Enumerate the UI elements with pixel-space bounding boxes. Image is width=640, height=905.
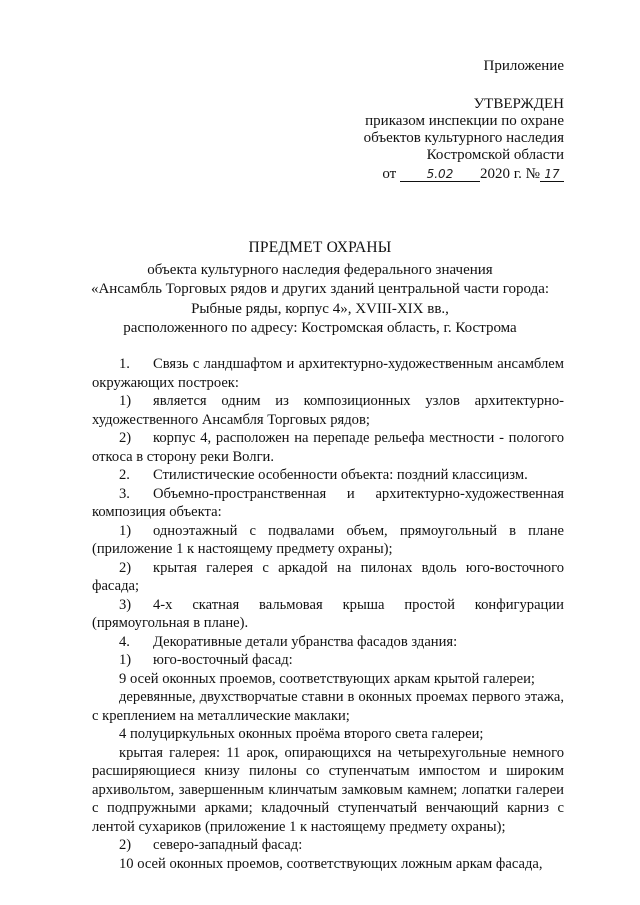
paragraph-text: 4 полуциркульных оконных проёма второго света галереи; xyxy=(119,726,484,742)
paragraph-text: деревянные, двухстворчатые ставни в оконных проемах первого этажа, с креплением на металлические маклаки; xyxy=(92,689,564,724)
date-year: 2020 г. № xyxy=(479,166,540,182)
title-line: Рыбные ряды, корпус 4», XVIII-XIX вв., xyxy=(191,300,449,317)
paragraph-text: 10 осей оконных проемов, соответствующих ложным аркам фасада, xyxy=(119,855,543,872)
body-paragraph xyxy=(92,522,564,559)
body-paragraph xyxy=(92,670,564,689)
body-paragraph xyxy=(92,392,564,429)
appendix-label: Приложение xyxy=(483,58,564,74)
paragraph-number: 1) xyxy=(119,393,132,409)
paragraph-text: является одним из композиционных узлов архитектурно-художественного Ансамбля Торговых рядов; xyxy=(92,393,564,428)
body-paragraph xyxy=(92,633,564,652)
paragraph-text: северо-западный фасад: xyxy=(153,837,303,853)
title-line: «Ансамбль Торговых рядов и других зданий центральной части города: xyxy=(90,281,550,297)
paragraph-text: 4-х скатная вальмовая крыша простой конфигурации (прямоугольная в плане). xyxy=(92,596,564,631)
date-prefix: от xyxy=(382,166,397,182)
paragraph-number: 1) xyxy=(119,652,132,668)
body-paragraph xyxy=(92,688,564,725)
document-body xyxy=(92,355,564,873)
body-paragraph xyxy=(92,466,564,485)
paragraph-text: одноэтажный с подвалами объем, прямоугольный в плане (приложение 1 к настоящему предмету охраны); xyxy=(92,522,564,557)
paragraph-text: 9 осей оконных проемов, соответствующих аркам крытой галереи; xyxy=(119,670,535,687)
paragraph-text: Декоративные детали убранства фасадов здания: xyxy=(153,633,458,650)
order-line: объектов культурного наследия xyxy=(363,130,564,146)
body-paragraph xyxy=(92,855,564,874)
approved-heading: УТВЕРЖДЕН xyxy=(473,96,564,112)
date-blank xyxy=(400,167,480,182)
handwritten-number: 17 xyxy=(544,167,560,181)
paragraph-text: крытая галерея: 11 арок, опирающихся на четырехугольные немного расширяющиеся книзу пилоны со ступенчатым импостом и широким архивольтом, завершенным клинчатым замковым камнем; лопатки галереи с подпружными арками; кладочный ступенчатый венчающий карниз с лентой сухариков (приложение 1 к настоящему предмету охраны); xyxy=(92,744,564,835)
approval-block xyxy=(364,96,564,183)
handwritten-date: 5.02 xyxy=(426,167,454,181)
body-paragraph xyxy=(92,725,564,744)
paragraph-number: 4. xyxy=(119,633,130,650)
paragraph-number: 3) xyxy=(119,596,132,613)
paragraph-text: Стилистические особенности объекта: поздний классицизм. xyxy=(153,467,528,483)
document-title xyxy=(60,238,580,339)
paragraph-text: крытая галерея с аркадой на пилонах вдоль юго-восточного фасада; xyxy=(92,559,564,594)
body-paragraph xyxy=(92,485,564,522)
paragraph-text: Объемно-пространственная и архитектурно-художественная композиция объекта: xyxy=(92,485,564,520)
paragraph-number: 1) xyxy=(119,522,132,539)
number-blank xyxy=(540,167,564,182)
body-paragraph xyxy=(92,355,564,392)
body-paragraph xyxy=(92,559,564,596)
title-line: расположенного по адресу: Костромская область, г. Кострома xyxy=(123,320,517,336)
paragraph-text: Связь с ландшафтом и архитектурно-художественным ансамблем окружающих построек: xyxy=(92,356,564,391)
order-line: приказом инспекции по охране xyxy=(365,113,564,129)
body-paragraph xyxy=(92,429,564,466)
title-heading: ПРЕДМЕТ ОХРАНЫ xyxy=(248,239,392,256)
paragraph-number: 3. xyxy=(119,485,130,502)
order-line: Костромской области xyxy=(426,147,564,163)
title-line: объекта культурного наследия федерального значения xyxy=(147,261,493,278)
body-paragraph xyxy=(92,744,564,837)
paragraph-number: 1. xyxy=(119,356,130,372)
paragraph-number: 2) xyxy=(119,837,132,853)
body-paragraph xyxy=(92,651,564,670)
paragraph-number: 2. xyxy=(119,467,130,483)
paragraph-number: 2) xyxy=(119,559,132,576)
date-line xyxy=(364,166,564,183)
body-paragraph xyxy=(92,836,564,855)
body-paragraph xyxy=(92,596,564,633)
paragraph-text: юго-восточный фасад: xyxy=(153,652,293,668)
paragraph-number: 2) xyxy=(119,430,132,446)
paragraph-text: корпус 4, расположен на перепаде рельефа местности - пологого откоса в сторону реки Волги. xyxy=(92,430,564,465)
